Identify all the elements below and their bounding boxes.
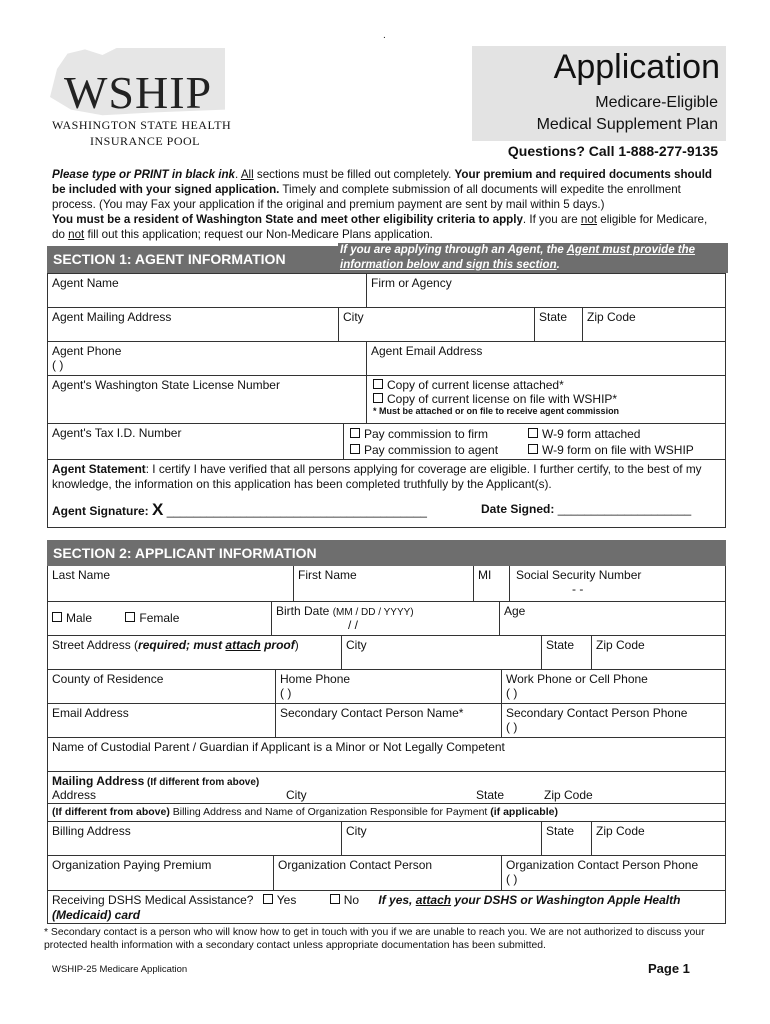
row-agent-statement bbox=[47, 460, 726, 528]
pay-agent-option[interactable]: Pay commission to agent bbox=[350, 443, 498, 457]
agent-email-field[interactable]: Agent Email Address bbox=[371, 344, 483, 358]
logo-brand: WSHIP bbox=[64, 67, 213, 118]
intro-p2f: fill out this application; request our Non-Medicare Plans application. bbox=[84, 228, 433, 241]
license-note: * Must be attached or on file to receive agent commission bbox=[373, 406, 620, 416]
ssn-field[interactable]: Social Security Number - - bbox=[516, 568, 642, 596]
last-name-field[interactable]: Last Name bbox=[48, 566, 294, 601]
license-attached-option[interactable]: Copy of current license attached* bbox=[373, 378, 721, 392]
street-state-field[interactable]: State bbox=[542, 636, 592, 669]
intro-p1c: All bbox=[240, 168, 254, 181]
agent-mailing-field[interactable]: Agent Mailing Address bbox=[48, 308, 339, 341]
checkbox-icon[interactable] bbox=[52, 612, 62, 622]
guardian-field[interactable]: Name of Custodial Parent / Guardian if Applicant is a Minor or Not Legally Competent bbox=[52, 740, 505, 754]
org-contact-field[interactable]: Organization Contact Person bbox=[274, 856, 502, 890]
row-billing bbox=[47, 822, 726, 856]
birth-date-field[interactable]: Birth Date (MM / DD / YYYY) / / bbox=[272, 602, 500, 635]
row-email bbox=[47, 704, 726, 738]
license-onfile-option[interactable]: Copy of current license on file with WSHIP* bbox=[373, 392, 721, 406]
intro-p2e: not bbox=[68, 228, 85, 241]
secondary-phone-field[interactable]: Secondary Contact Person Phone ( ) bbox=[506, 706, 688, 734]
checkbox-icon[interactable] bbox=[528, 428, 538, 438]
secondary-contact-field[interactable]: Secondary Contact Person Name* bbox=[276, 704, 502, 737]
commission-options bbox=[344, 424, 725, 459]
dshs-yes-option[interactable]: Yes bbox=[263, 893, 297, 907]
dshs-note: If yes, attach your DSHS or Washington Apple Health (Medicaid) card bbox=[52, 893, 681, 922]
checkbox-icon[interactable] bbox=[263, 894, 273, 904]
org-phone-field[interactable]: Organization Contact Person Phone ( ) bbox=[506, 858, 699, 886]
county-field[interactable]: County of Residence bbox=[48, 670, 276, 703]
intro-p2c: not bbox=[580, 213, 598, 226]
male-option[interactable]: Male bbox=[52, 611, 92, 625]
w9-onfile-option[interactable]: W-9 form on file with WSHIP bbox=[528, 443, 694, 457]
page-subtitle-1: Medicare-Eligible bbox=[595, 94, 718, 111]
intro-p1f: Timely and complete submission of all documents will expedite the enrollment process. (You may Fax your application if the original and premium payment are sent by mail within 5 days.) bbox=[52, 183, 681, 211]
pay-firm-option[interactable]: Pay commission to firm bbox=[350, 427, 488, 441]
checkbox-icon[interactable] bbox=[350, 444, 360, 454]
checkbox-icon[interactable] bbox=[125, 612, 135, 622]
footer-form-id: WSHIP-25 Medicare Application bbox=[52, 964, 188, 975]
page-subtitle-2: Medical Supplement Plan bbox=[536, 116, 718, 133]
row-county bbox=[47, 670, 726, 704]
intro-p1d: sections must be filled out completely. bbox=[253, 168, 455, 181]
row-dshs bbox=[47, 891, 726, 924]
intro-p1a: Please type or PRINT in black ink bbox=[52, 168, 235, 181]
intro-p1e: Your premium and required documents should be included with your signed application. bbox=[52, 168, 712, 196]
gender-options bbox=[48, 602, 272, 635]
intro-p1b: . bbox=[235, 168, 241, 181]
agent-signature-line[interactable]: Agent Signature: X _______________________________________ bbox=[52, 500, 427, 519]
row-applicant-name bbox=[47, 566, 726, 602]
logo-line2: INSURANCE POOL bbox=[90, 134, 201, 148]
billing-address-field[interactable]: Billing Address bbox=[48, 822, 342, 855]
row-agent-address bbox=[47, 308, 726, 342]
row-agent-name bbox=[47, 273, 726, 308]
title-box bbox=[472, 46, 726, 141]
firm-field[interactable]: Firm or Agency bbox=[371, 276, 452, 290]
home-phone-field[interactable]: Home Phone ( ) bbox=[276, 670, 502, 703]
intro-p2b: . If you are bbox=[522, 213, 581, 226]
footer-page-number: Page 1 bbox=[648, 961, 690, 976]
dshs-field: Receiving DSHS Medical Assistance? Yes No If yes, attach your DSHS or Washington Apple Health (Medicaid) card bbox=[52, 893, 681, 922]
checkbox-icon[interactable] bbox=[350, 428, 360, 438]
intro-p2a: You must be a resident of Washington State and meet other eligibility criteria to apply bbox=[52, 213, 523, 226]
row-billing-note bbox=[47, 804, 726, 822]
intro-text bbox=[52, 167, 720, 242]
age-field[interactable]: Age bbox=[504, 604, 526, 618]
agent-state-field[interactable]: State bbox=[535, 308, 583, 341]
row-mailing bbox=[47, 772, 726, 804]
row-guardian bbox=[47, 738, 726, 772]
row-gender-birth bbox=[47, 602, 726, 636]
section1-header: SECTION 1: AGENT INFORMATION bbox=[47, 246, 338, 273]
section1-agent-note: If you are applying through an Agent, the Agent must provide the information below and sign this section. bbox=[338, 243, 728, 273]
street-address-field[interactable]: Street Address (required; must attach proof) bbox=[48, 636, 342, 669]
mi-field[interactable]: MI bbox=[474, 566, 510, 601]
checkbox-icon[interactable] bbox=[330, 894, 340, 904]
footnote: * Secondary contact is a person who will know how to get in touch with you if we are unable to reach you. We are not authorized to discuss your protected health information with a secondary contact unless appropriate documentation has been submitted. bbox=[44, 927, 705, 951]
row-agent-license bbox=[47, 376, 726, 424]
agent-phone-field[interactable]: Agent Phone ( ) bbox=[48, 342, 367, 375]
email-field[interactable]: Email Address bbox=[48, 704, 276, 737]
intro-p2d: eligible for Medicare, do bbox=[52, 213, 708, 241]
agent-city-field[interactable]: City bbox=[339, 308, 535, 341]
billing-city-field[interactable]: City bbox=[342, 822, 542, 855]
work-phone-field[interactable]: Work Phone or Cell Phone ( ) bbox=[506, 672, 648, 700]
billing-note: (If different from above) Billing Address and Name of Organization Responsible for Payment (if applicable) bbox=[52, 806, 558, 818]
female-option[interactable]: Female bbox=[125, 611, 179, 625]
questions-phone: Questions? Call 1-888-277-9135 bbox=[507, 143, 718, 159]
checkbox-icon[interactable] bbox=[528, 444, 538, 454]
top-dot: . bbox=[383, 30, 386, 41]
agent-statement: Agent Statement: I certify I have verified that all persons applying for coverage are eligible. I further certify, to the best of my knowledge, the information on this application has been completed truthfully by the Applicant(s). bbox=[52, 462, 702, 491]
street-zip-field[interactable]: Zip Code bbox=[596, 638, 645, 652]
agent-taxid-field[interactable]: Agent's Tax I.D. Number bbox=[48, 424, 344, 459]
mailing-address-field[interactable]: Mailing Address (If different from above) Address City State Zip Code bbox=[52, 774, 593, 802]
checkbox-icon[interactable] bbox=[373, 379, 383, 389]
org-paying-field[interactable]: Organization Paying Premium bbox=[48, 856, 274, 890]
row-agent-phone bbox=[47, 342, 726, 376]
billing-state-field[interactable]: State bbox=[542, 822, 592, 855]
section2-header: SECTION 2: APPLICANT INFORMATION bbox=[47, 540, 726, 566]
checkbox-icon[interactable] bbox=[373, 393, 383, 403]
wship-logo bbox=[50, 48, 240, 153]
w9-attached-option[interactable]: W-9 form attached bbox=[528, 427, 640, 441]
billing-zip-field[interactable]: Zip Code bbox=[596, 824, 645, 838]
row-organization bbox=[47, 856, 726, 891]
logo-line1: WASHINGTON STATE HEALTH bbox=[52, 118, 232, 132]
street-city-field[interactable]: City bbox=[342, 636, 542, 669]
row-street bbox=[47, 636, 726, 670]
page-title: Application bbox=[553, 48, 720, 86]
agent-license-field[interactable]: Agent's Washington State License Number bbox=[48, 376, 367, 423]
agent-name-field[interactable]: Agent Name bbox=[48, 274, 367, 307]
row-agent-tax bbox=[47, 424, 726, 460]
license-options bbox=[367, 376, 725, 423]
agent-zip-field[interactable]: Zip Code bbox=[587, 310, 636, 324]
dshs-no-option[interactable]: No bbox=[330, 893, 359, 907]
agent-date-signed[interactable]: Date Signed: ____________________ bbox=[481, 502, 692, 516]
first-name-field[interactable]: First Name bbox=[294, 566, 474, 601]
